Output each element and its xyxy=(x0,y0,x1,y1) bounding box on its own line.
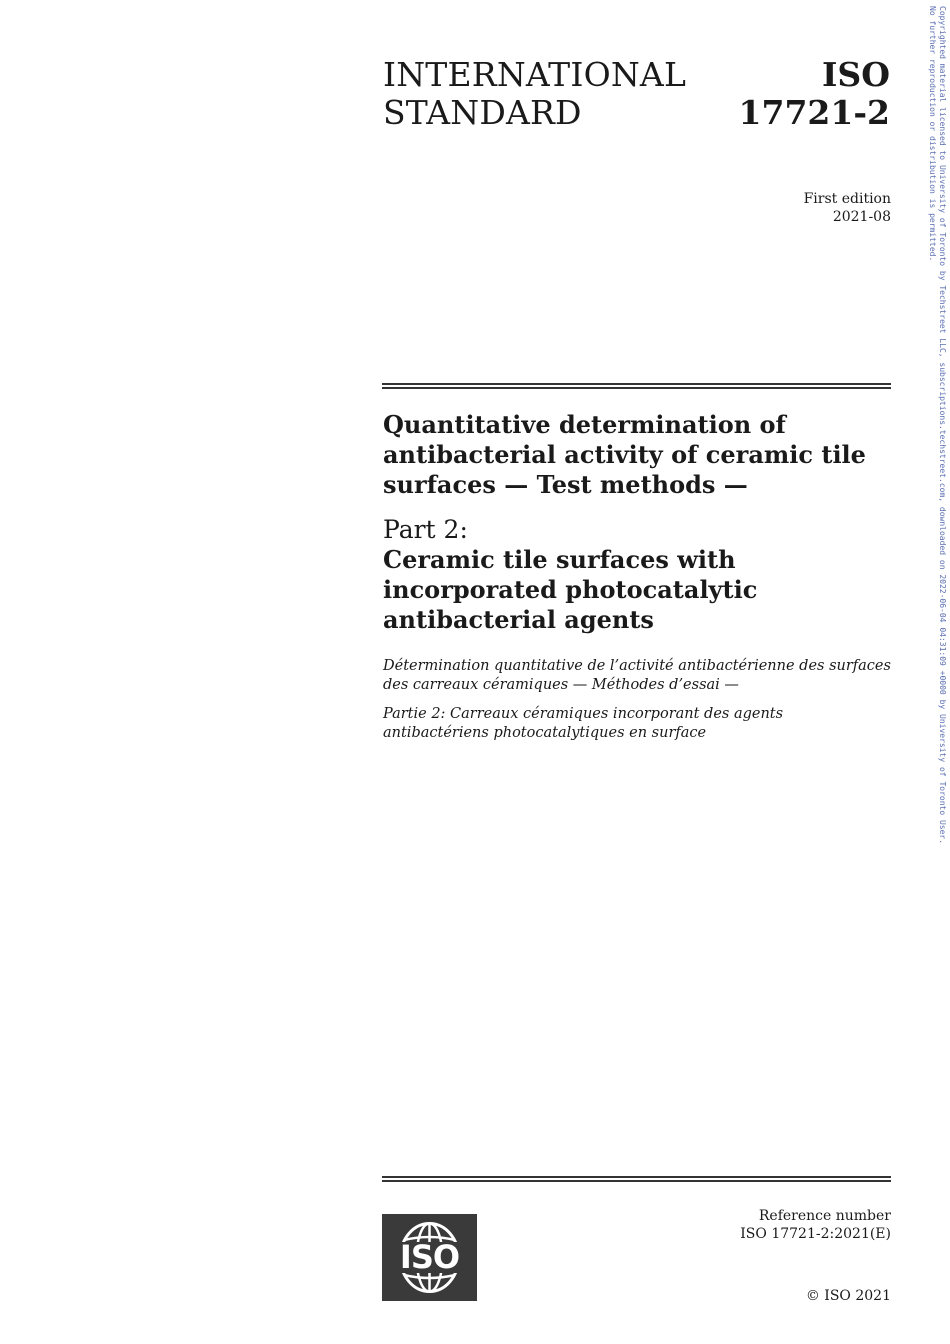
document-type xyxy=(383,56,686,132)
reference-value: ISO 17721-2:2021(E) xyxy=(740,1226,891,1242)
document-number xyxy=(739,56,890,132)
reference-label: Reference number xyxy=(758,1208,891,1224)
license-notice-line2: No further reproduction or distribution is permitted. xyxy=(928,6,937,262)
part-title: Ceramic tile surfaces with incorporated photocatalytic antibacterial agents xyxy=(383,545,758,634)
part-label: Part 2: xyxy=(383,515,468,544)
document-type-line2: STANDARD xyxy=(383,93,582,132)
license-notice xyxy=(927,6,947,844)
copyright-notice: © ISO 2021 xyxy=(805,1288,891,1304)
edition-date: 2021-08 xyxy=(832,209,891,225)
french-part-title: Partie 2: Carreaux céramiques incorporant des agents antibactériens photocatalytiques en surface xyxy=(383,706,784,741)
reference-number xyxy=(740,1207,891,1243)
iso-logo xyxy=(382,1214,477,1301)
edition-label: First edition xyxy=(803,191,891,207)
edition-info xyxy=(804,190,891,226)
iso-logo-text: ISO xyxy=(399,1238,460,1276)
main-title: Quantitative determination of antibacterial activity of ceramic tile surfaces — Test methods — xyxy=(383,410,866,499)
title-divider-top xyxy=(382,383,891,389)
french-title: Détermination quantitative de l’activité antibactérienne des surfaces des carreaux céramiques — Méthodes d’essai — xyxy=(383,658,891,693)
document-org: ISO xyxy=(821,55,890,94)
footer-divider xyxy=(382,1176,891,1182)
license-notice-line1: Copyrighted material licensed to University of Toronto by Techstreet LLC, subscriptions.techstreet.com, downloaded on 2022-06-04 04:31:09 +0000 by University of Toronto User. xyxy=(938,6,947,845)
document-number-value: 17721-2 xyxy=(738,93,890,132)
document-type-line1: INTERNATIONAL xyxy=(383,55,687,94)
